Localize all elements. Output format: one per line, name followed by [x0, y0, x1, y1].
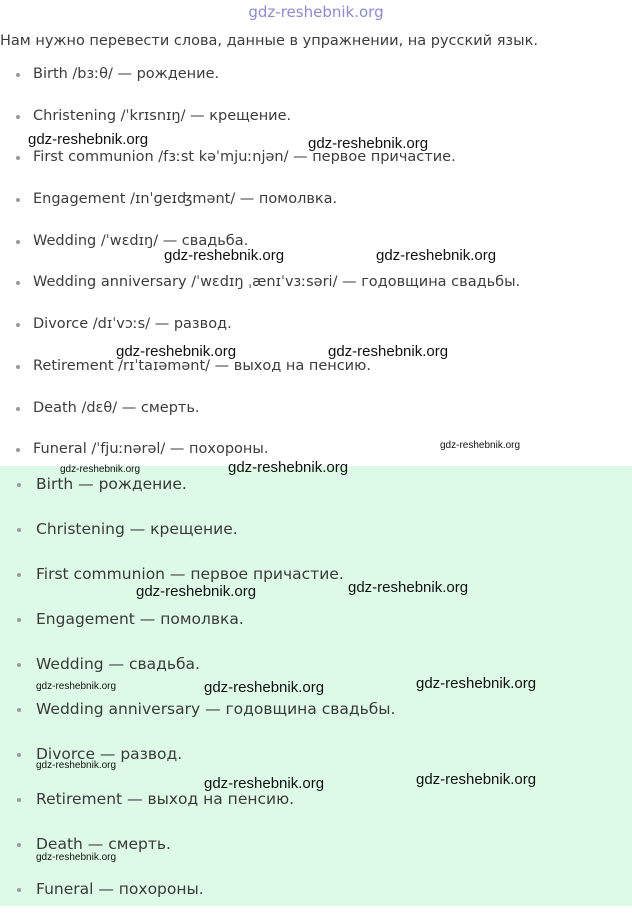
list-item-text: Christening — крещение. [36, 520, 238, 538]
bullet-icon [17, 663, 21, 667]
list-item-text: Funeral — похороны. [36, 880, 204, 898]
watermark: gdz-reshebnik.org [204, 775, 325, 792]
list-item-text: Funeral /ˈfjuːnərəl/ — похороны. [33, 441, 269, 458]
list-item [0, 272, 632, 314]
list-item-text: Divorce /dɪˈvɔːs/ — развод. [33, 316, 232, 333]
bullet-icon [16, 281, 20, 285]
list-item [0, 878, 632, 923]
list-item [0, 653, 632, 698]
list-item-text: Retirement — выход на пенсию. [36, 790, 295, 808]
list-item [0, 189, 632, 231]
watermark: gdz-reshebnik.org [416, 771, 537, 788]
watermark: gdz-reshebnik.org [440, 440, 521, 451]
bullet-icon [17, 573, 21, 577]
bullet-icon [17, 753, 21, 757]
bullet-icon [17, 798, 21, 802]
list-item-text: Death — смерть. [36, 835, 171, 853]
bullet-icon [16, 73, 20, 77]
watermark: gdz-reshebnik.org [204, 679, 325, 696]
list-item-text: Wedding anniversary /ˈwɛdɪŋ ˌænɪˈvɜːsəri/ — годовщина свадьбы. [33, 274, 521, 291]
watermark: gdz-reshebnik.org [136, 583, 257, 600]
watermark: gdz-reshebnik.org [36, 760, 117, 771]
bullet-icon [16, 156, 20, 160]
list-item [0, 518, 632, 563]
bullet-icon [16, 407, 20, 411]
list-item-text: Wedding /ˈwɛdɪŋ/ — свадьба. [33, 232, 249, 249]
intro-text: Нам нужно перевести слова, данные в упражнении, на русский язык. [0, 33, 538, 49]
list-item [0, 473, 632, 518]
list-item [0, 231, 632, 273]
watermark: gdz-reshebnik.org [60, 464, 141, 475]
site-header-link[interactable]: gdz-reshebnik.org [248, 3, 384, 21]
bullet-icon [17, 708, 21, 712]
list-item [0, 356, 632, 398]
bullet-icon [16, 115, 20, 119]
watermark: gdz-reshebnik.org [416, 675, 537, 692]
bullet-icon [17, 528, 21, 532]
list-item [0, 608, 632, 653]
list-item [0, 64, 632, 106]
list-item-text: Birth — рождение. [36, 475, 187, 493]
watermark: gdz-reshebnik.org [28, 131, 149, 148]
list-item-text: Wedding anniversary — годовщина свадьбы. [36, 700, 396, 718]
watermark: gdz-reshebnik.org [328, 343, 449, 360]
list-item-text: Birth /bɜːθ/ — рождение. [33, 66, 220, 82]
watermark: gdz-reshebnik.org [348, 579, 469, 596]
bullet-icon [16, 240, 20, 244]
bullet-icon [16, 365, 20, 369]
list-item [0, 398, 632, 440]
list-item [0, 314, 632, 356]
list-item-text: First communion /fɜːst kəˈmjuːnjən/ — первое причастие. [33, 149, 456, 166]
watermark: gdz-reshebnik.org [36, 681, 117, 692]
transcription-list [0, 64, 632, 481]
list-item [0, 833, 632, 878]
watermark: gdz-reshebnik.org [164, 247, 285, 264]
watermark: gdz-reshebnik.org [308, 135, 429, 152]
bullet-icon [17, 843, 21, 847]
list-item [0, 698, 632, 743]
bullet-icon [16, 198, 20, 202]
watermark: gdz-reshebnik.org [228, 459, 349, 476]
bullet-icon [17, 888, 21, 892]
list-item [0, 147, 632, 189]
list-item [0, 106, 632, 148]
watermark: gdz-reshebnik.org [376, 247, 497, 264]
list-item [0, 563, 632, 608]
bullet-icon [16, 448, 20, 452]
list-item-text: Christening /ˈkrɪsnɪŋ/ — крещение. [33, 107, 292, 124]
bullet-icon [17, 483, 21, 487]
list-item [0, 743, 632, 788]
list-item-text: Engagement /ɪnˈɡeɪʤmənt/ — помолвка. [33, 191, 338, 208]
list-item-text: Divorce — развод. [36, 745, 183, 763]
list-item-text: Death /dɛθ/ — смерть. [33, 399, 200, 416]
list-item-text: Wedding — свадьба. [36, 655, 200, 673]
list-item-text: Engagement — помолвка. [36, 610, 244, 628]
watermark: gdz-reshebnik.org [36, 852, 117, 863]
watermark: gdz-reshebnik.org [116, 343, 237, 360]
list-item [0, 788, 632, 833]
list-item-text: First communion — первое причастие. [36, 565, 344, 583]
bullet-icon [16, 323, 20, 327]
bullet-icon [17, 618, 21, 622]
translation-list [0, 473, 632, 923]
list-item-text: Retirement /rɪˈtaɪəmənt/ — выход на пенсию. [33, 357, 371, 374]
